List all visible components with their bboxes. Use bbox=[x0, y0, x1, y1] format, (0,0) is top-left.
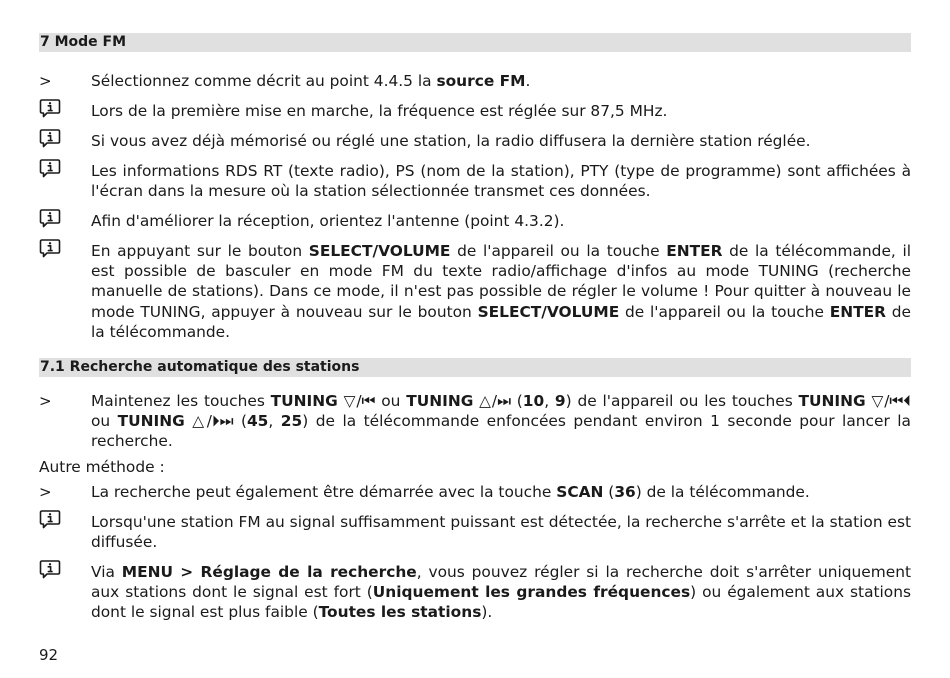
bold-run: SCAN bbox=[556, 483, 604, 501]
arrow-marker: > bbox=[39, 392, 52, 410]
bold-run: SELECT/VOLUME bbox=[477, 302, 620, 321]
item-text bbox=[91, 562, 911, 623]
text-run: Autre méthode : bbox=[39, 458, 165, 476]
bold-run: 45 bbox=[246, 412, 269, 431]
bold-run: ENTER bbox=[666, 242, 723, 260]
text-run: ) de la télécommande enfoncées pendant environ 1 seconde pour lancer la recherche. bbox=[91, 412, 911, 451]
list-item bbox=[39, 241, 911, 342]
text-run: Sélectionnez comme décrit au point 4.4.5 la bbox=[91, 72, 437, 90]
text-run: Via bbox=[91, 563, 122, 581]
item-text bbox=[91, 211, 911, 231]
bold-run: 9 bbox=[554, 392, 566, 410]
text-run: , bbox=[268, 412, 281, 431]
list-item bbox=[39, 161, 911, 201]
list-item bbox=[39, 512, 911, 552]
list-item bbox=[39, 562, 911, 623]
bold-run: TUNING bbox=[798, 392, 866, 410]
bold-run: MENU > Réglage de la recherche bbox=[121, 563, 417, 581]
list-item bbox=[39, 482, 911, 502]
text-run: Lors de la première mise en marche, la fréquence est réglée sur 87,5 MHz. bbox=[91, 102, 668, 120]
bold-run: 25 bbox=[280, 412, 303, 431]
text-run: de la télécommande, il est possible de basculer en mode FM du texte radio/affichage d'infos au mode TUNING (recherche manuelle de stations). Dans ce mode, il n'est pas possible de régler le volume ! Pour quitter à nouveau le mode TUNING, appuyer à nouveau sur le bouton bbox=[91, 242, 912, 321]
text-run: ) ou également aux stations dont le signal est plus faible ( bbox=[91, 583, 911, 622]
item-text bbox=[91, 71, 911, 91]
bold-run: ENTER bbox=[829, 302, 886, 321]
item-text bbox=[91, 101, 911, 121]
item-text bbox=[91, 391, 911, 452]
item-text bbox=[91, 131, 911, 151]
text-run: Maintenez les touches bbox=[91, 392, 271, 410]
bold-run: Uniquement les grandes fréquences bbox=[372, 583, 691, 602]
bold-run: 10 bbox=[522, 392, 545, 410]
list-item bbox=[39, 131, 911, 151]
arrow-marker: > bbox=[39, 483, 52, 501]
text-run: La recherche peut également être démarrée avec la touche bbox=[91, 483, 557, 501]
bold-run: 36 bbox=[614, 483, 636, 501]
item-text bbox=[91, 482, 911, 502]
list-item bbox=[39, 211, 911, 231]
page-number: 92 bbox=[39, 646, 59, 664]
list-item bbox=[39, 101, 911, 121]
item-text bbox=[91, 161, 911, 201]
text-run: ) de la télécommande. bbox=[635, 483, 810, 501]
text-run: △/⏭ ( bbox=[473, 392, 523, 410]
bold-run: Toutes les stations bbox=[318, 603, 482, 622]
item-text bbox=[91, 241, 911, 342]
list-item bbox=[39, 457, 911, 477]
bold-run: TUNING bbox=[117, 412, 185, 431]
text-run: de la télécommande. bbox=[91, 302, 912, 341]
text-run: ▽/⏮ ou bbox=[337, 392, 407, 410]
text-run: ). bbox=[481, 603, 493, 622]
bold-run: TUNING bbox=[406, 392, 474, 410]
text-run: . bbox=[525, 72, 531, 90]
text-run: de l'appareil ou la touche bbox=[619, 302, 830, 321]
text-run: ▽/⏮⏴ ou bbox=[91, 392, 911, 431]
item-text bbox=[39, 457, 911, 477]
item-text bbox=[91, 512, 911, 552]
text-run: ( bbox=[603, 483, 615, 501]
bold-run: SELECT/VOLUME bbox=[308, 242, 451, 260]
section-heading-auto-search: 7.1 Recherche automatique des stations bbox=[39, 358, 911, 377]
text-run: , bbox=[544, 392, 555, 410]
text-run: , vous pouvez régler si la recherche doit s'arrêter uniquement aux stations dont le signal est fort ( bbox=[91, 563, 911, 602]
text-run: Si vous avez déjà mémorisé ou réglé une station, la radio diffusera la dernière station réglée. bbox=[91, 132, 811, 150]
text-run: △/⏵⏭ ( bbox=[184, 412, 247, 431]
arrow-marker: > bbox=[39, 72, 52, 90]
text-run: ) de l'appareil ou les touches bbox=[565, 392, 799, 410]
section-heading-mode-fm: 7 Mode FM bbox=[39, 33, 911, 52]
text-run: En appuyant sur le bouton bbox=[91, 242, 309, 260]
text-run: Afin d'améliorer la réception, orientez l'antenne (point 4.3.2). bbox=[91, 212, 565, 230]
bold-run: source FM bbox=[436, 72, 526, 90]
list-item bbox=[39, 391, 911, 452]
text-run: de l'appareil ou la touche bbox=[450, 242, 667, 260]
list-item bbox=[39, 71, 911, 91]
text-run: Lorsqu'une station FM au signal suffisamment puissant est détectée, la recherche s'arrête et la station est diffusée. bbox=[91, 513, 911, 552]
text-run: Les informations RDS RT (texte radio), PS (nom de la station), PTY (type de programme) sont affichées à l'écran dans la mesure où la station sélectionnée transmet ces données. bbox=[91, 162, 911, 201]
bold-run: TUNING bbox=[270, 392, 338, 410]
